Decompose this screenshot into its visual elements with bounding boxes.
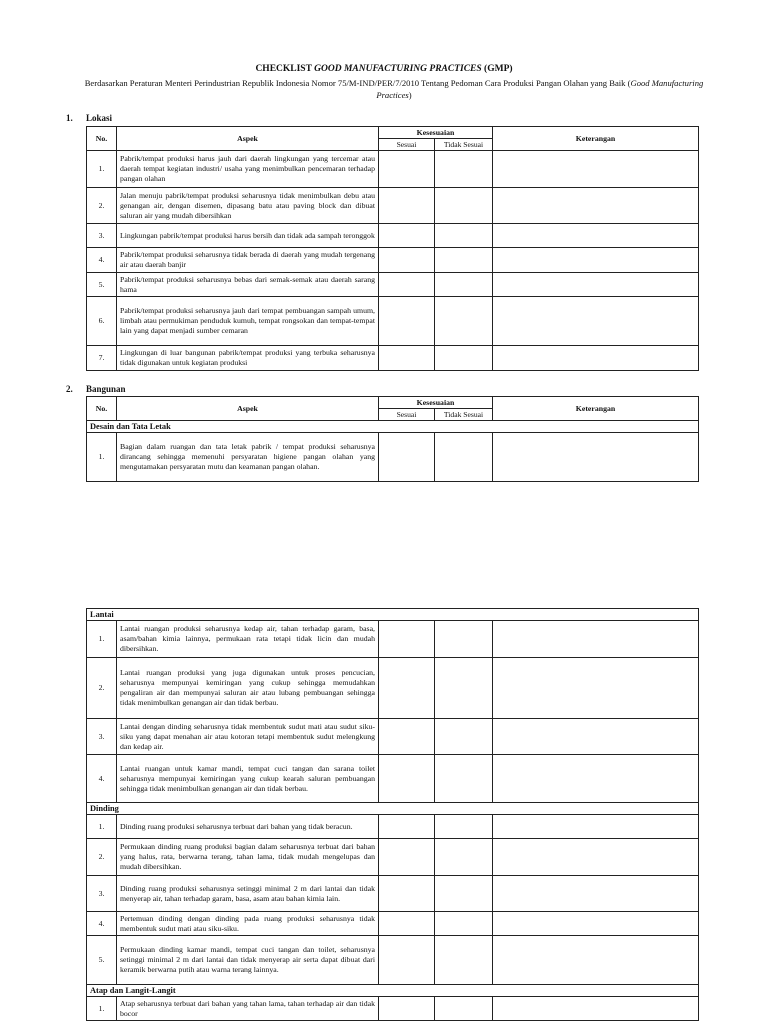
table-row: 2. Permukaan dinding ruang produksi bagian dalam seharusnya terbuat dari bahan yang halus, rata, berwarna terang, tahan lama, tidak mudah mengelupas dan mudah dibersihkan. xyxy=(87,839,699,876)
table-row: 4. Pertemuan dinding dengan dinding pada ruang produksi seharusnya tidak membentuk sudut mati atau siku-siku. xyxy=(87,912,699,936)
keterangan-cell[interactable] xyxy=(493,997,699,1021)
header-sesuai: Sesuai xyxy=(379,409,435,421)
sesuai-cell[interactable] xyxy=(379,297,435,346)
tidak-sesuai-cell[interactable] xyxy=(435,297,493,346)
table-row: 3. Lingkungan pabrik/tempat produksi harus bersih dan tidak ada sampah teronggok xyxy=(87,224,699,248)
table-row: 1. Lantai ruangan produksi seharusnya kedap air, tahan terhadap garam, basa, asam/bahan kimia lainnya, permukaan rata tetapi tidak licin dan mudah dibersihkan. xyxy=(87,621,699,658)
sesuai-cell[interactable] xyxy=(379,151,435,188)
sesuai-cell[interactable] xyxy=(379,188,435,224)
tidak-sesuai-cell[interactable] xyxy=(435,151,493,188)
group-desain-tata-letak: Desain dan Tata Letak xyxy=(87,421,699,433)
tidak-sesuai-cell[interactable] xyxy=(435,346,493,371)
table-bangunan xyxy=(86,396,699,482)
header-keterangan: Keterangan xyxy=(493,127,699,151)
tidak-sesuai-cell[interactable] xyxy=(435,658,493,719)
sesuai-cell[interactable] xyxy=(379,876,435,912)
keterangan-cell[interactable] xyxy=(493,912,699,936)
keterangan-cell[interactable] xyxy=(493,273,699,297)
table-row: 1. Atap seharusnya terbuat dari bahan yang tahan lama, tahan terhadap air dan tidak bocor xyxy=(87,997,699,1021)
section-2-heading: 2. Bangunan xyxy=(66,384,126,394)
tidak-sesuai-cell[interactable] xyxy=(435,997,493,1021)
sesuai-cell[interactable] xyxy=(379,997,435,1021)
sesuai-cell[interactable] xyxy=(379,224,435,248)
sesuai-cell[interactable] xyxy=(379,658,435,719)
keterangan-cell[interactable] xyxy=(493,433,699,482)
tidak-sesuai-cell[interactable] xyxy=(435,188,493,224)
tidak-sesuai-cell[interactable] xyxy=(435,273,493,297)
table-bangunan-continued xyxy=(86,608,699,1021)
keterangan-cell[interactable] xyxy=(493,755,699,803)
sesuai-cell[interactable] xyxy=(379,621,435,658)
table-row: 4. Pabrik/tempat produksi seharusnya tidak berada di daerah yang mudah tergenang air atau daerah banjir xyxy=(87,248,699,273)
table-row: 3. Dinding ruang produksi seharusnya setinggi minimal 2 m dari lantai dan tidak menyerap air, tahan terhadap garam, basa, asam atau bahan kimia lain. xyxy=(87,876,699,912)
tidak-sesuai-cell[interactable] xyxy=(435,755,493,803)
keterangan-cell[interactable] xyxy=(493,815,699,839)
table-row: 5. Pabrik/tempat produksi seharusnya bebas dari semak-semak atau daerah sarang hama xyxy=(87,273,699,297)
header-kesesuaian: Kesesuaian xyxy=(379,397,493,409)
sesuai-cell[interactable] xyxy=(379,755,435,803)
tidak-sesuai-cell[interactable] xyxy=(435,719,493,755)
sesuai-cell[interactable] xyxy=(379,248,435,273)
table-row: 3. Lantai dengan dinding seharusnya tidak membentuk sudut mati atau sudut siku-siku yang dapat menahan air atau kotoran tetapi membentuk sudut melengkung dan kedap air. xyxy=(87,719,699,755)
keterangan-cell[interactable] xyxy=(493,346,699,371)
keterangan-cell[interactable] xyxy=(493,658,699,719)
header-no: No. xyxy=(87,397,117,421)
sesuai-cell[interactable] xyxy=(379,433,435,482)
document-subtitle: Berdasarkan Peraturan Menteri Perindustrian Republik Indonesia Nomor 75/M-IND/PER/7/2010 Tentang Pedoman Cara Produksi Pangan Olahan yang Baik (Good Manufacturing Practices) xyxy=(84,78,704,100)
keterangan-cell[interactable] xyxy=(493,224,699,248)
table-row: 1. Pabrik/tempat produksi harus jauh dari daerah lingkungan yang tercemar atau daerah tempat kegiatan industri/ usaha yang menimbulkan pencemaran terhadap pangan olahan xyxy=(87,151,699,188)
table-row: 1. Bagian dalam ruangan dan tata letak pabrik / tempat produksi seharusnya dirancang sehingga memenuhi persyaratan higiene pangan olahan yang mengutamakan persyaratan mutu dan keamanan pangan olahan. xyxy=(87,433,699,482)
tidak-sesuai-cell[interactable] xyxy=(435,248,493,273)
keterangan-cell[interactable] xyxy=(493,188,699,224)
sesuai-cell[interactable] xyxy=(379,346,435,371)
sesuai-cell[interactable] xyxy=(379,936,435,985)
table-row: 1. Dinding ruang produksi seharusnya terbuat dari bahan yang tidak beracun. xyxy=(87,815,699,839)
table-row: 5. Permukaan dinding kamar mandi, tempat cuci tangan dan toilet, seharusnya setinggi minimal 2 m dari lantai dan tidak menyerap air serta dapat dibuat dari keramik berwarna putih atau warna terang lainnya. xyxy=(87,936,699,985)
tidak-sesuai-cell[interactable] xyxy=(435,912,493,936)
keterangan-cell[interactable] xyxy=(493,297,699,346)
table-row: 7. Lingkungan di luar bangunan pabrik/tempat produksi yang terbuka seharusnya tidak digunakan untuk kegiatan produksi xyxy=(87,346,699,371)
table-row: 6. Pabrik/tempat produksi seharusnya jauh dari tempat pembuangan sampah umum, limbah atau permukiman penduduk kumuh, tempat rongsokan dan tempat-tempat lain yang dapat menjadi sumber cemaran xyxy=(87,297,699,346)
tidak-sesuai-cell[interactable] xyxy=(435,936,493,985)
group-lantai: Lantai xyxy=(87,609,699,621)
keterangan-cell[interactable] xyxy=(493,248,699,273)
tidak-sesuai-cell[interactable] xyxy=(435,621,493,658)
header-tidak-sesuai: Tidak Sesuai xyxy=(435,139,493,151)
keterangan-cell[interactable] xyxy=(493,876,699,912)
header-tidak-sesuai: Tidak Sesuai xyxy=(435,409,493,421)
tidak-sesuai-cell[interactable] xyxy=(435,876,493,912)
sesuai-cell[interactable] xyxy=(379,273,435,297)
tidak-sesuai-cell[interactable] xyxy=(435,815,493,839)
header-sesuai: Sesuai xyxy=(379,139,435,151)
sesuai-cell[interactable] xyxy=(379,839,435,876)
keterangan-cell[interactable] xyxy=(493,621,699,658)
sesuai-cell[interactable] xyxy=(379,815,435,839)
header-keterangan: Keterangan xyxy=(493,397,699,421)
keterangan-cell[interactable] xyxy=(493,719,699,755)
tidak-sesuai-cell[interactable] xyxy=(435,433,493,482)
sesuai-cell[interactable] xyxy=(379,912,435,936)
document-title: CHECKLIST GOOD MANUFACTURING PRACTICES (GMP) xyxy=(255,64,513,74)
group-dinding: Dinding xyxy=(87,803,699,815)
keterangan-cell[interactable] xyxy=(493,839,699,876)
table-row: 2. Lantai ruangan produksi yang juga digunakan untuk proses pencucian, seharusnya mempunyai kemiringan yang cukup sehingga memudahkan pengaliran air dan mempunyai saluran air atau lubang pembuangan sehingga tidak menimbulkan genangan air dan tidak berbau. xyxy=(87,658,699,719)
header-aspek: Aspek xyxy=(117,397,379,421)
section-1-heading: 1. Lokasi xyxy=(66,113,113,123)
header-aspek: Aspek xyxy=(117,127,379,151)
header-kesesuaian: Kesesuaian xyxy=(379,127,493,139)
keterangan-cell[interactable] xyxy=(493,151,699,188)
table-lokasi xyxy=(86,126,699,371)
table-row: 4. Lantai ruangan untuk kamar mandi, tempat cuci tangan dan sarana toilet seharusnya mempunyai kemiringan yang cukup kearah saluran pembuangan sehingga tidak menimbulkan genangan air dan tidak berbau. xyxy=(87,755,699,803)
sesuai-cell[interactable] xyxy=(379,719,435,755)
keterangan-cell[interactable] xyxy=(493,936,699,985)
table-row: 2. Jalan menuju pabrik/tempat produksi seharusnya tidak menimbulkan debu atau genangan air, dengan disemen, dipasang batu atau paving block dan dibuat saluran air yang mudah dibersihkan xyxy=(87,188,699,224)
tidak-sesuai-cell[interactable] xyxy=(435,224,493,248)
tidak-sesuai-cell[interactable] xyxy=(435,839,493,876)
group-atap-langit-langit: Atap dan Langit-Langit xyxy=(87,985,699,997)
header-no: No. xyxy=(87,127,117,151)
